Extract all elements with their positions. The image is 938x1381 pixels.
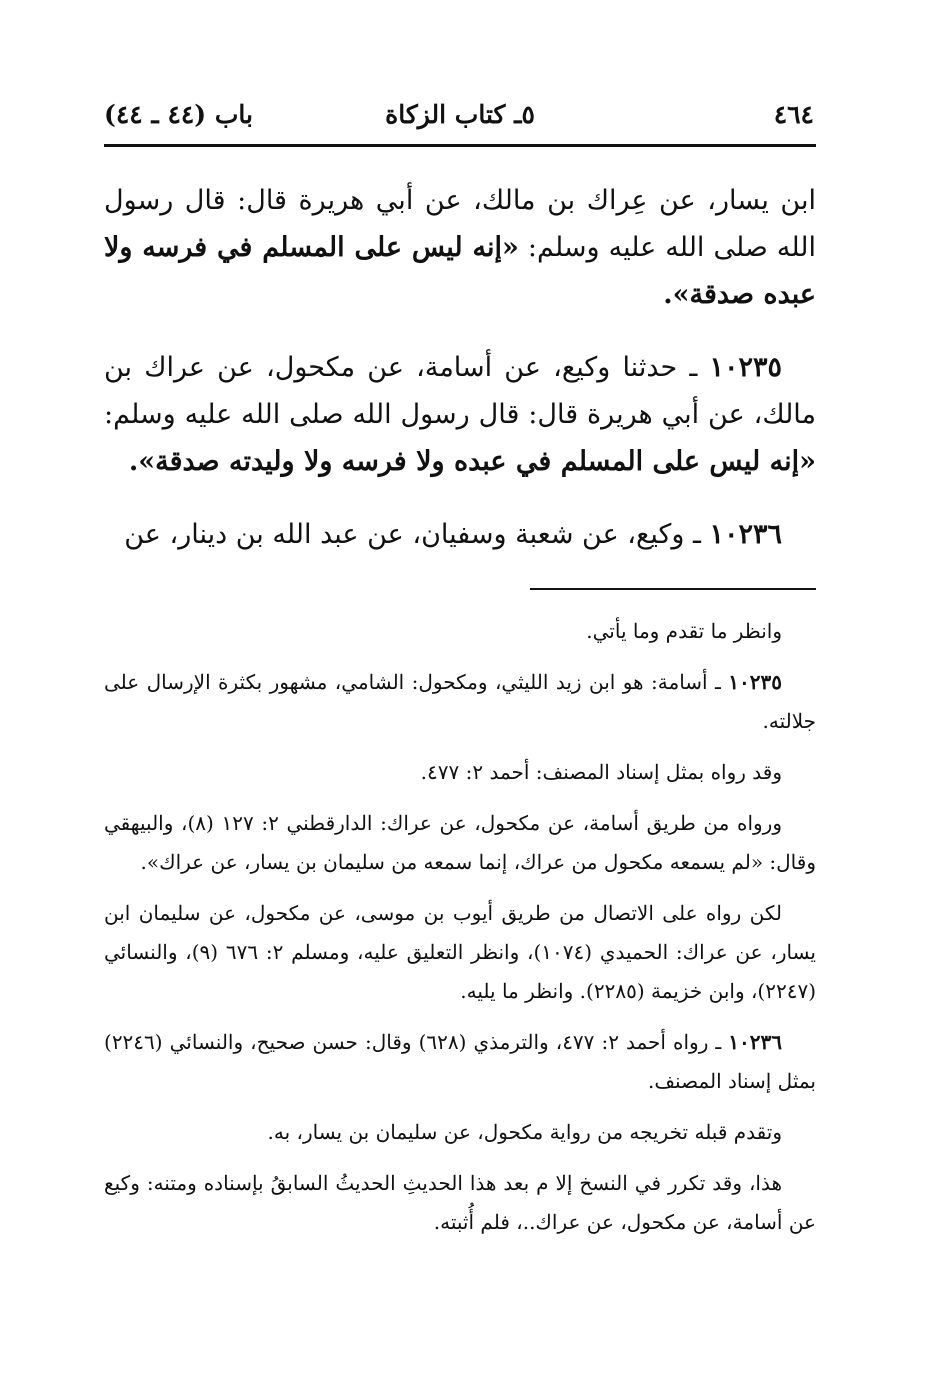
footnote-text: ـ رواه أحمد ٢: ٤٧٧، والترمذي (٦٢٨) وقال: حسن صحيح، والنسائي (٢٢٤٦) بمثل إسناد المصنف. (104, 1030, 816, 1093)
footnote-paragraph: هذا، وقد تكرر في النسخ إلا م بعد هذا الحديثِ الحديثُ السابقُ بإسناده ومتنه: وكيع عن أسامة، عن مكحول، عن عراك..، فلم أُثبته. (104, 1171, 816, 1234)
footnote-10235 (104, 663, 816, 741)
hadith-10235 (104, 344, 816, 485)
hadith-number: ١٠٢٣٦ (709, 519, 782, 550)
footnote-10236 (104, 1023, 816, 1101)
footnote-paragraph: وقد رواه بمثل إسناد المصنف: أحمد ٢: ٤٧٧. (420, 760, 782, 784)
hadith-number: ١٠٢٣٥ (709, 352, 782, 383)
footnote-paragraph: وتقدم قبله تخريجه من رواية مكحول، عن سليمان بن يسار، به. (267, 1120, 782, 1144)
footnote-rule (530, 588, 816, 590)
footnote-paragraph: لكن رواه على الاتصال من طريق أيوب بن موسى، عن مكحول، عن سليمان ابن يسار، عن عراك: الحميدي (١٠٧٤)، وانظر التعليق عليه، ومسلم ٢: ٦٧٦ (٩)، والنسائي (٢٢٤٧)، وابن خزيمة (٢٢٨٥). وانظر ما يليه. (104, 901, 816, 1003)
main-text (104, 177, 816, 558)
section-reference: باب (٤٤ ـ ٤٤) (104, 100, 253, 129)
hadith-10236 (104, 511, 816, 558)
hadith-isnad: ـ وكيع، عن شعبة وسفيان، عن عبد الله بن دينار، عن (124, 519, 710, 550)
footnote-text: ـ أسامة: هو ابن زيد الليثي، ومكحول: الشامي، مشهور بكثرة الإرسال على جلالته. (104, 670, 816, 733)
header-rule (104, 144, 816, 147)
footnote-number: ١٠٢٣٦ (728, 1030, 782, 1054)
running-header (104, 92, 816, 144)
book-page (104, 92, 816, 1312)
hadith-continuation (104, 177, 816, 318)
footnote-intro: وانظر ما تقدم وما يأتي. (586, 619, 782, 643)
hadith-matn: «إنه ليس على المسلم في عبده ولا فرسه ولا وليدته صدقة». (128, 446, 816, 477)
hadith-isnad: ـ حدثنا وكيع، عن أسامة، عن مكحول، عن عراك بن مالك، عن أبي هريرة قال: قال رسول الله صلى الله عليه وسلم: (104, 352, 816, 430)
footnote-number: ١٠٢٣٥ (728, 670, 782, 694)
hadith-matn: «إنه ليس على المسلم في فرسه ولا عبده صدقة». (104, 232, 816, 310)
page-number: ٤٦٤ (773, 100, 814, 129)
footnotes (104, 612, 816, 1242)
chapter-title: ٥ـ كتاب الزكاة (385, 100, 535, 129)
footnote-paragraph: ورواه من طريق أسامة، عن مكحول، عن عراك: الدارقطني ٢: ١٢٧ (٨)، والبيهقي وقال: «لم يسمعه مكحول من عراك، إنما سمعه من سليمان بن يسار، عن عراك». (104, 811, 816, 874)
hadith-isnad: ابن يسار، عن عِراك بن مالك، عن أبي هريرة قال: قال رسول الله صلى الله عليه وسلم: (104, 185, 817, 263)
